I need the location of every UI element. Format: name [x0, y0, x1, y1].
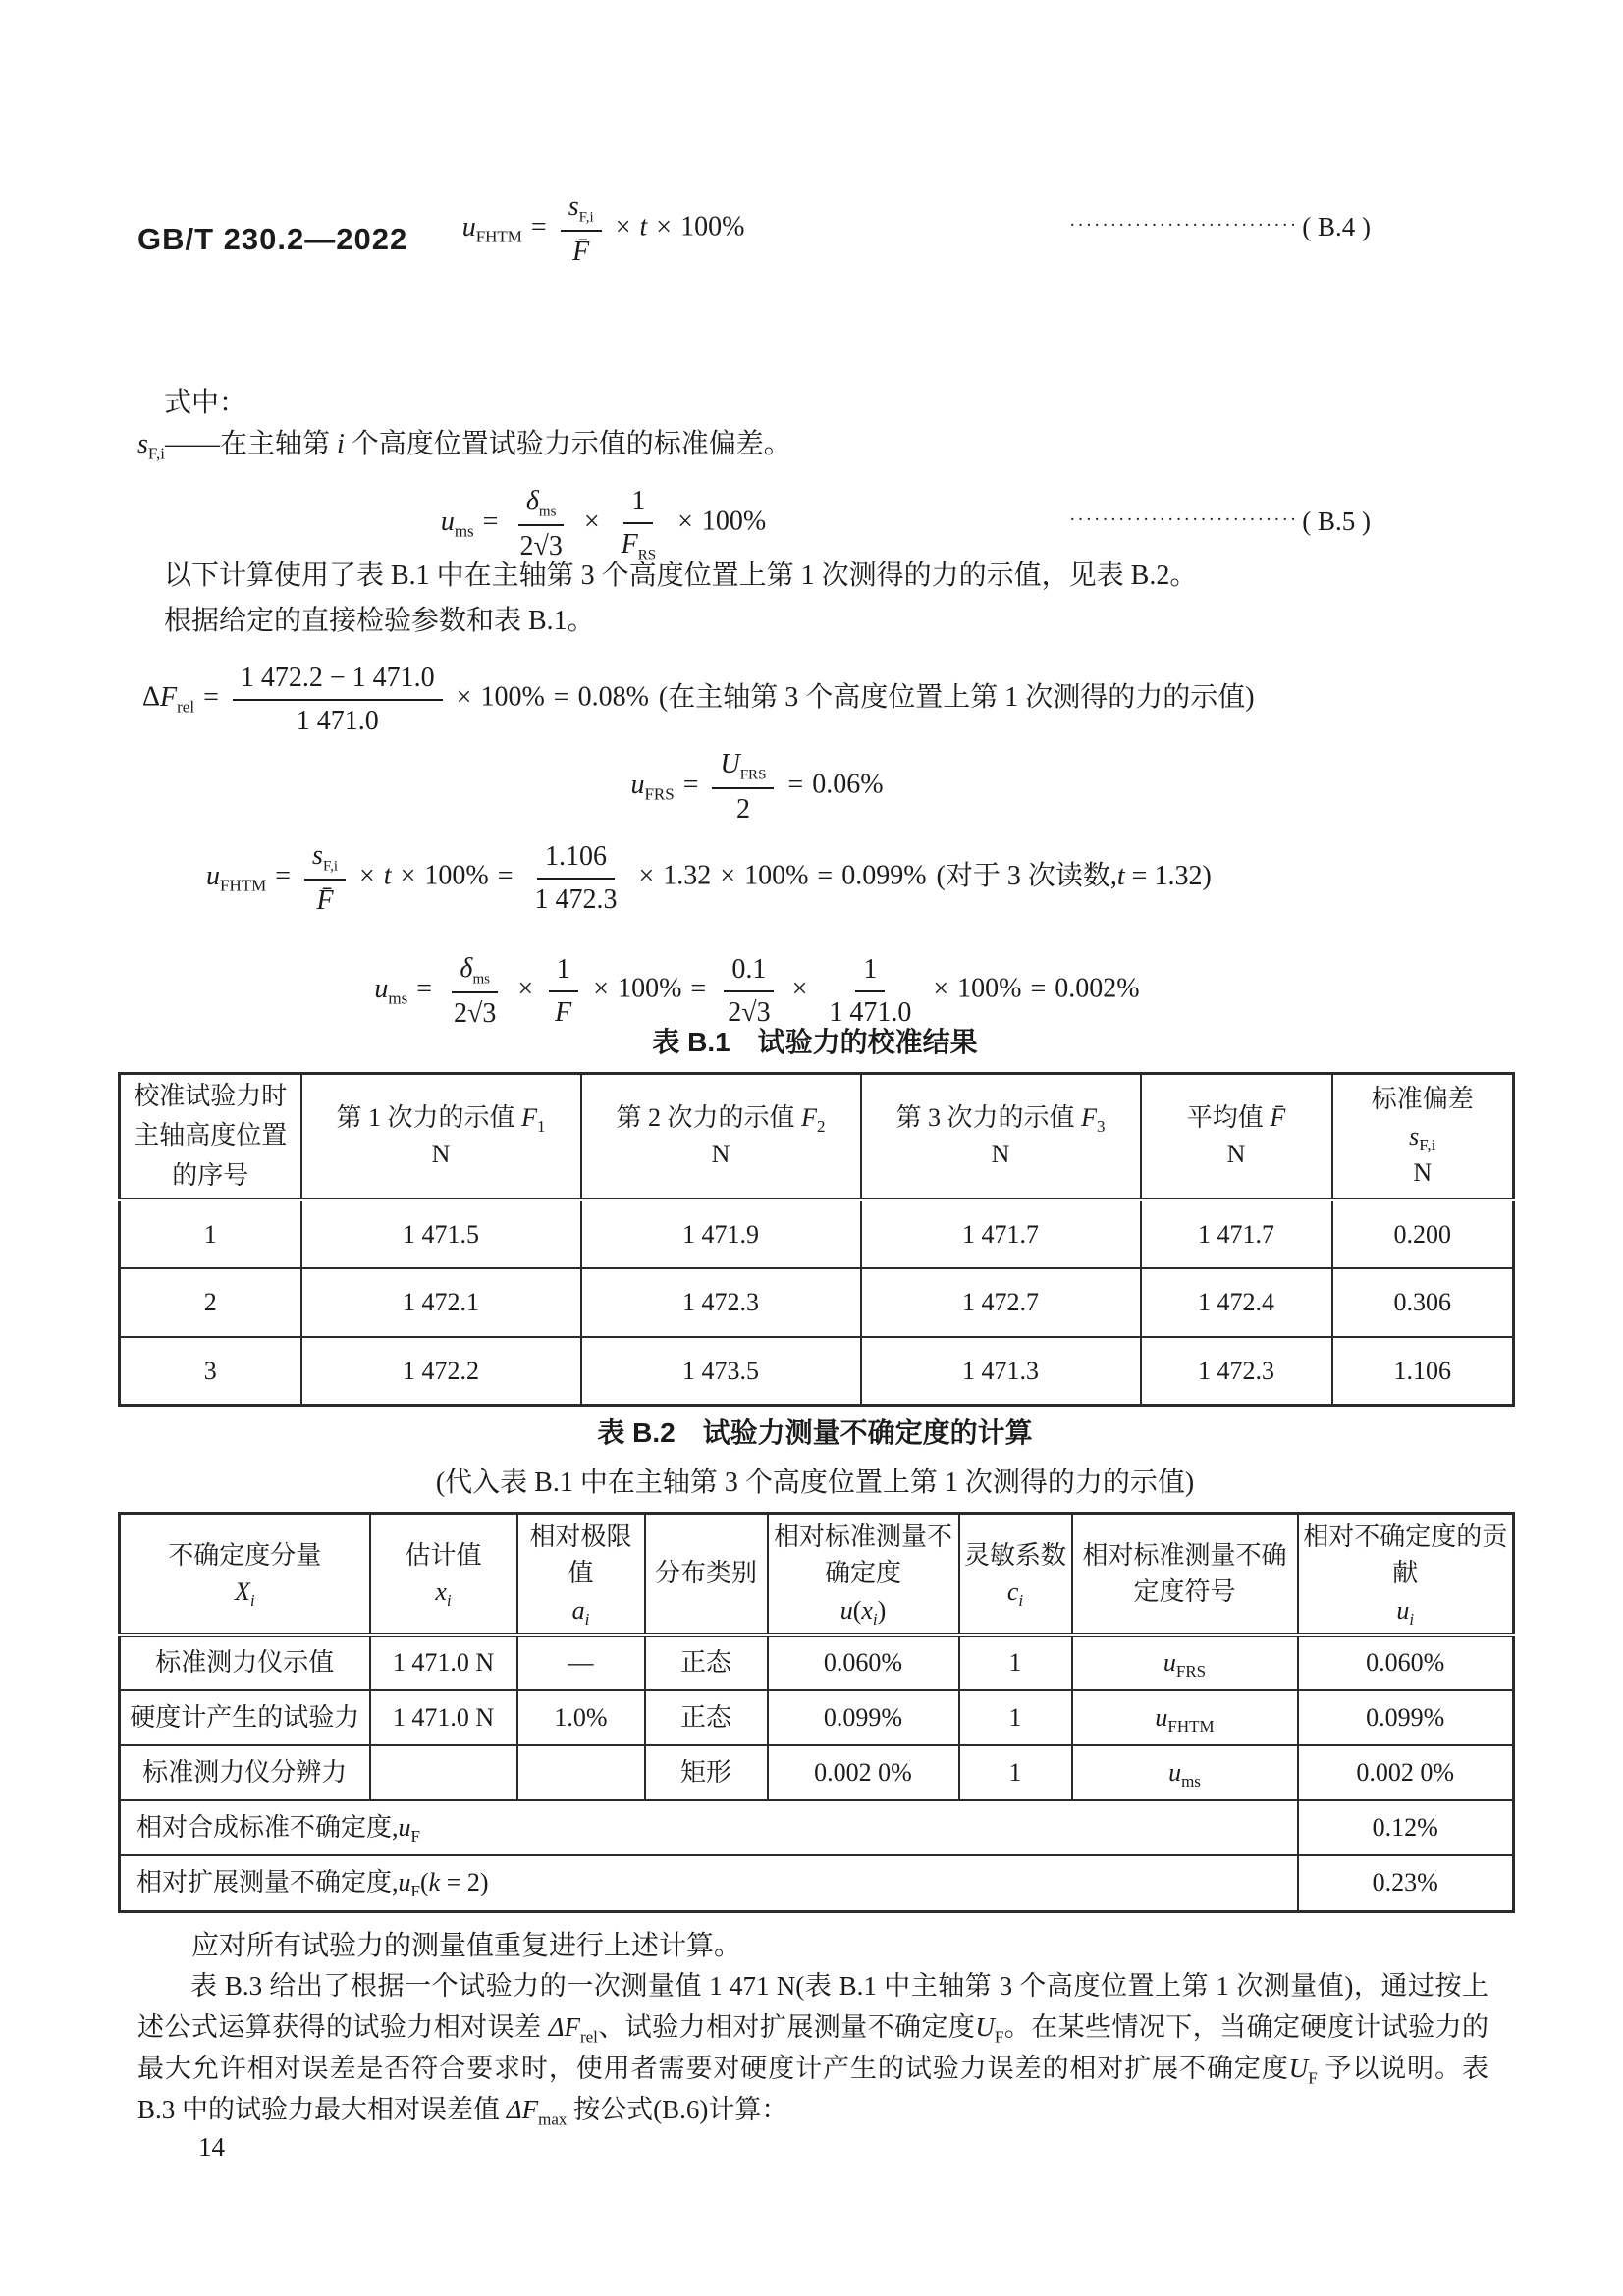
b2-cell: 0.23%: [1298, 1855, 1514, 1912]
equation-b5: [137, 484, 1371, 562]
math-value: 0.002%: [1055, 973, 1140, 1004]
math-value: 100%: [957, 973, 1022, 1004]
b1-cell: 1 472.7: [861, 1268, 1141, 1337]
table-row: [120, 1635, 1514, 1690]
where-definition: [137, 424, 791, 465]
b2-cell: 0.099%: [768, 1690, 959, 1745]
paragraph-repeat: 应对所有试验力的测量值重复进行上述计算。: [191, 1931, 742, 1961]
equation-number: ( B.4 ): [1302, 211, 1371, 241]
paragraph-intro-2: 根据给定的直接检验参数和表 B.1。: [164, 606, 595, 636]
b1-cell: 3: [120, 1337, 301, 1406]
b2-header-limit: 相对极限值 $a_i$: [517, 1514, 645, 1635]
fraction: $\frac{\delta_{ms}}{2√3}$: [519, 486, 563, 561]
definition-text: 个高度位置试验力示值的标准偏差。: [344, 429, 791, 459]
b2-cell: 1: [959, 1690, 1072, 1745]
math-var: $u_{FHTM}$: [206, 860, 267, 895]
times-sign: ×: [677, 506, 693, 537]
b2-cell: 0.12%: [1298, 1800, 1514, 1855]
b1-header-f1: 第 1 次力的示值 $F_1$ N: [301, 1074, 581, 1200]
math-var: $U_F$: [1288, 2054, 1318, 2088]
fraction: $\frac{1 472.2 - 1 471.0}{1 471.0}$: [233, 661, 443, 737]
b2-cell: 0.060%: [768, 1635, 959, 1690]
b2-summary-combined: 相对合成标准不确定度$,u_F$: [120, 1800, 1298, 1855]
equals-sign: =: [1030, 973, 1047, 1004]
b2-cell: 1: [959, 1635, 1072, 1690]
equation-delta-f-rel: [142, 661, 1255, 737]
fraction: $\frac{1}{F_{RS}}$: [621, 486, 657, 563]
b2-cell: —: [517, 1635, 645, 1690]
b2-cell: 0.099%: [1298, 1690, 1514, 1745]
math-value: 100%: [744, 860, 809, 891]
b1-cell: 0.306: [1332, 1268, 1514, 1337]
b1-cell: 1 473.5: [581, 1337, 861, 1406]
b1-cell: 1 471.9: [581, 1200, 861, 1268]
equation-b4: [137, 189, 1371, 268]
b2-summary-expanded: 相对扩展测量不确定度$,u_F(k = 2)$: [120, 1855, 1298, 1912]
times-sign: ×: [400, 860, 416, 891]
b2-header-contribution: 相对不确定度的贡献 $u_i$: [1298, 1514, 1514, 1635]
times-sign: ×: [656, 211, 673, 242]
b1-cell: 1: [120, 1200, 301, 1268]
b1-cell: 1 471.5: [301, 1200, 581, 1268]
b1-header-mean: 平均值 F̄ N: [1141, 1074, 1332, 1200]
b2-cell: [370, 1745, 517, 1800]
equals-sign: =: [416, 973, 432, 1004]
math-value: 100%: [618, 973, 682, 1004]
b1-cell: 1 471.3: [861, 1337, 1141, 1406]
equation-number: ( B.5 ): [1302, 506, 1371, 536]
fraction: $\frac{1}{F}$: [547, 952, 579, 1029]
equals-sign: =: [553, 681, 569, 713]
math-var: t: [639, 211, 648, 242]
document-code: GB/T 230.2—2022: [137, 222, 408, 256]
equals-sign: =: [787, 769, 804, 800]
times-sign: ×: [638, 860, 655, 891]
table-row: [120, 1690, 1514, 1745]
times-sign: ×: [456, 681, 472, 713]
equals-sign: =: [497, 860, 514, 891]
b2-header-rel-std-uncertainty: 相对标准测量不确定度 $u(x_i)$: [768, 1514, 959, 1635]
table-row: [120, 1855, 1514, 1912]
b1-cell: 1 472.4: [1141, 1268, 1332, 1337]
math-value: 1.32: [663, 860, 712, 891]
b2-cell: 1 471.0 N: [370, 1690, 517, 1745]
b2-cell: 1.0%: [517, 1690, 645, 1745]
table-row: [120, 1268, 1514, 1337]
fraction: $\frac{s_{F,i}}{F̄}$: [304, 838, 346, 917]
equals-sign: =: [275, 860, 292, 891]
times-sign: ×: [583, 506, 600, 537]
table-b2-subtitle: (代入表 B.1 中在主轴第 3 个高度位置上第 1 次测得的力的示值): [435, 1468, 1195, 1498]
b2-header-distribution: 分布类别: [645, 1514, 768, 1635]
times-sign: ×: [615, 211, 631, 242]
times-sign: ×: [791, 973, 808, 1004]
b1-cell: 1 472.2: [301, 1337, 581, 1406]
equals-sign: =: [817, 860, 834, 891]
b2-cell: 硬度计产生的试验力: [120, 1690, 370, 1745]
b2-cell: 标准测力仪分辨力: [120, 1745, 370, 1800]
times-sign: ×: [720, 860, 736, 891]
b2-cell: 1: [959, 1745, 1072, 1800]
math-var: t: [383, 860, 392, 891]
b1-cell: 1 472.1: [301, 1268, 581, 1337]
fraction: $\frac{s_{F,i}}{F̄}$: [561, 189, 602, 268]
equals-sign: =: [690, 973, 707, 1004]
equation-note: (对于 3 次读数,t = 1.32): [936, 860, 1212, 891]
equation-u-fhtm: [206, 838, 1212, 917]
math-var: $\Delta F_{rel}$: [548, 2012, 598, 2047]
times-sign: ×: [933, 973, 949, 1004]
math-value: 100%: [424, 860, 489, 891]
b2-cell: 正态: [645, 1635, 768, 1690]
equation-u-ms: [137, 951, 1377, 1030]
b2-header-symbol: 相对标准测量不确定度符号: [1072, 1514, 1298, 1635]
page-number: 14: [198, 2132, 225, 2162]
b1-cell: 1.106: [1332, 1337, 1514, 1406]
math-value: 100%: [680, 211, 745, 242]
math-var: $\Delta F_{max}$: [506, 2095, 568, 2129]
b1-cell: 1 472.3: [581, 1268, 861, 1337]
dotted-leader: ····························: [1069, 508, 1299, 530]
equals-sign: =: [203, 681, 219, 713]
equation-u-frs: [137, 747, 1377, 826]
times-sign: ×: [517, 973, 534, 1004]
fraction: $\frac{1.106}{1 472.3}$: [534, 841, 618, 915]
math-var: $u_{ms}$: [374, 973, 408, 1008]
b1-cell: 1 472.3: [1141, 1337, 1332, 1406]
math-value: 100%: [701, 506, 767, 537]
table-row: [120, 1200, 1514, 1268]
table-b1-caption: 表 B.1 试验力的校准结果: [652, 1027, 978, 1057]
math-value: 100%: [480, 681, 545, 713]
b2-cell: 正态: [645, 1690, 768, 1745]
b1-cell: 1 471.7: [861, 1200, 1141, 1268]
times-sign: ×: [593, 973, 610, 1004]
b2-cell: 0.002 0%: [768, 1745, 959, 1800]
fraction: $\frac{0.1}{2√3}$: [720, 952, 778, 1029]
table-row: [120, 1337, 1514, 1406]
equals-sign: =: [530, 211, 547, 242]
table-row: [120, 1745, 1514, 1800]
math-var: $U_F$: [975, 2012, 1004, 2047]
b1-header-stddev: 标准偏差 $s_{F,i}$ N: [1332, 1074, 1514, 1200]
paragraph-final: 表 B.3 给出了根据一个试验力的一次测量值 1 471 N(表 B.1 中主轴第 3 个高度位置上第 1 次测量值)，通过按上述公式运算获得的试验力相对误差 $\Delta F_{rel}$、试验力相对扩展测量不确定度$U_F$。在某些情况下，当确定硬度计试验力的最大允许相对误差是否符合要求时，使用者需要对硬度计产生的试验力误差的相对扩展不确定度$U_F$ 予以说明。表 B.3 中的试验力最大相对误差值 $\Delta F_{max}$ 按公式(B.6)计算：: [137, 1971, 1489, 2129]
fraction: $\frac{\delta_{ms}}{2√3}$: [454, 953, 497, 1029]
table-b1: [118, 1072, 1515, 1407]
math-var: i: [337, 429, 345, 459]
b2-header-sensitivity: 灵敏系数 $c_i$: [959, 1514, 1072, 1635]
math-value: 0.08%: [577, 681, 649, 713]
b2-cell: 矩形: [645, 1745, 768, 1800]
b1-cell: 0.200: [1332, 1200, 1514, 1268]
math-var: $s_{F,i}$: [137, 429, 165, 463]
table-b2-caption: 表 B.2 试验力测量不确定度的计算: [597, 1417, 1033, 1448]
paragraph-intro-1: 以下计算使用了表 B.1 中在主轴第 3 个高度位置上第 1 次测得的力的示值，见表 B.2。: [164, 561, 1198, 591]
dotted-leader: ····························: [1069, 214, 1299, 236]
fraction: $\frac{1}{1 471.0}$: [829, 954, 912, 1028]
definition-dash: ——: [164, 429, 220, 459]
math-var: Δ: [142, 681, 161, 713]
math-var: $F_{rel}$: [160, 681, 195, 717]
b2-cell: [517, 1745, 645, 1800]
where-label: 式中：: [164, 388, 247, 418]
times-sign: ×: [359, 860, 375, 891]
equals-sign: =: [482, 506, 499, 537]
b1-cell: 1 471.7: [1141, 1200, 1332, 1268]
b2-cell: 0.060%: [1298, 1635, 1514, 1690]
math-var: $u_{ms}$: [440, 506, 474, 541]
b1-cell: 2: [120, 1268, 301, 1337]
b1-header-position: 校准试验力时主轴高度位置的序号: [120, 1074, 301, 1200]
b2-header-component: 不确定度分量 $X_i$: [120, 1514, 370, 1635]
math-value: 0.06%: [812, 769, 884, 800]
definition-text: 在主轴第: [219, 429, 337, 459]
b2-cell: 0.002 0%: [1298, 1745, 1514, 1800]
b2-cell-symbol: $u_{FHTM}$: [1072, 1690, 1298, 1745]
fraction: $\frac{U_{FRS}}{2}$: [712, 747, 774, 826]
b1-header-f2: 第 2 次力的示值 $F_2$ N: [581, 1074, 861, 1200]
b2-cell-symbol: $u_{ms}$: [1072, 1745, 1298, 1800]
b2-cell: 1 471.0 N: [370, 1635, 517, 1690]
b1-header-f3: 第 3 次力的示值 $F_3$ N: [861, 1074, 1141, 1200]
math-value: 0.099%: [841, 860, 927, 891]
math-var: $u_{FRS}$: [630, 769, 675, 804]
b2-cell-symbol: $u_{FRS}$: [1072, 1635, 1298, 1690]
table-row: [120, 1800, 1514, 1855]
equals-sign: =: [682, 769, 699, 800]
math-var: $u_{FHTM}$: [461, 211, 522, 246]
b2-header-estimate: 估计值 $x_i$: [370, 1514, 517, 1635]
table-b2: [118, 1512, 1515, 1913]
equation-note: (在主轴第 3 个高度位置上第 1 次测得的力的示值): [658, 681, 1255, 713]
b2-cell: 标准测力仪示值: [120, 1635, 370, 1690]
